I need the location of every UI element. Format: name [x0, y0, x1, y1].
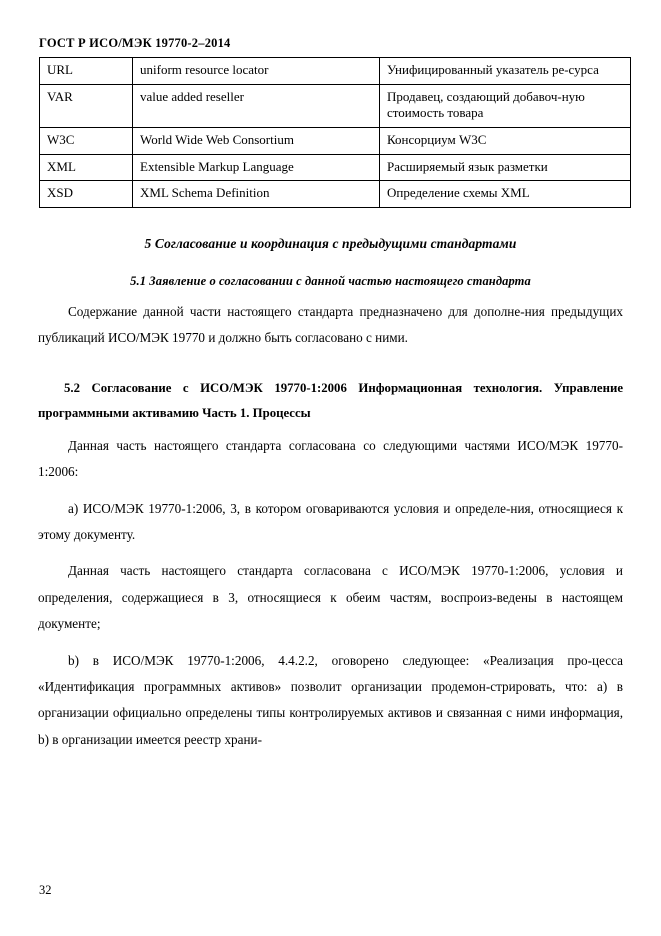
subsection-5-2-paragraph-4: b) в ИСО/МЭК 19770-1:2006, 4.4.2.2, оговорено следующее: «Реализация про-цесса «Идентификация программных активов» позволит организации продемон-стрировать, что: a) в организации официально определены типы контролируемых активов и связанная с ними информация, b) в организации имеется реестр храни- [38, 652, 623, 747]
abbr-cell: URL [40, 58, 133, 85]
english-cell: Extensible Markup Language [133, 154, 380, 181]
subsection-5-2-paragraph-3: Данная часть настоящего стандарта согласована с ИСО/МЭК 19770-1:2006, условия и определения, содержащиеся в 3, относящиеся к обеим частям, воспроиз-ведены в настоящем документе; [38, 563, 623, 632]
table-row [40, 181, 631, 208]
russian-cell: Определение схемы XML [380, 181, 631, 208]
subsection-5-1-paragraph: Содержание данной части настоящего стандарта предназначено для дополне-ния предыдущих публикаций ИСО/МЭК 19770 и должно быть согласовано с ними. [38, 303, 623, 346]
table-row [40, 84, 631, 127]
table-body [40, 58, 631, 208]
table-row [40, 154, 631, 181]
english-cell: uniform resource locator [133, 58, 380, 85]
page-number: 32 [39, 883, 52, 897]
section-heading: 5 Согласование и координация с предыдущими стандартами [144, 235, 517, 251]
subsection-5-2-paragraph-1: Данная часть настоящего стандарта согласована со следующими частями ИСО/МЭК 19770-1:2006: [38, 437, 623, 480]
english-cell: World Wide Web Consortium [133, 127, 380, 154]
table-row [40, 127, 631, 154]
abbr-cell: VAR [40, 84, 133, 127]
russian-cell: Унифицированный указатель ре-сурса [380, 58, 631, 85]
abbr-cell: XSD [40, 181, 133, 208]
subsection-5-2-heading: 5.2 Согласование с ИСО/МЭК 19770-1:2006 Информационная технология. Управление программными активамию Часть 1. Процессы [38, 380, 623, 421]
table-row [40, 58, 631, 85]
russian-cell: Консорциум W3C [380, 127, 631, 154]
abbr-cell: XML [40, 154, 133, 181]
abbreviations-table [39, 57, 631, 208]
subsection-5-2-paragraph-2: a) ИСО/МЭК 19770-1:2006, 3, в котором оговариваются условия и определе-ния, относящиеся к этому документу. [38, 500, 623, 542]
subsection-5-1-heading: 5.1 Заявление о согласовании с данной частью настоящего стандарта [130, 273, 531, 288]
english-cell: value added reseller [133, 84, 380, 127]
abbr-cell: W3C [40, 127, 133, 154]
page-header: ГОСТ Р ИСО/МЭК 19770-2–2014 [39, 36, 231, 50]
russian-cell: Расширяемый язык разметки [380, 154, 631, 181]
english-cell: XML Schema Definition [133, 181, 380, 208]
russian-cell: Продавец, создающий добавоч-ную стоимость товара [380, 84, 631, 127]
